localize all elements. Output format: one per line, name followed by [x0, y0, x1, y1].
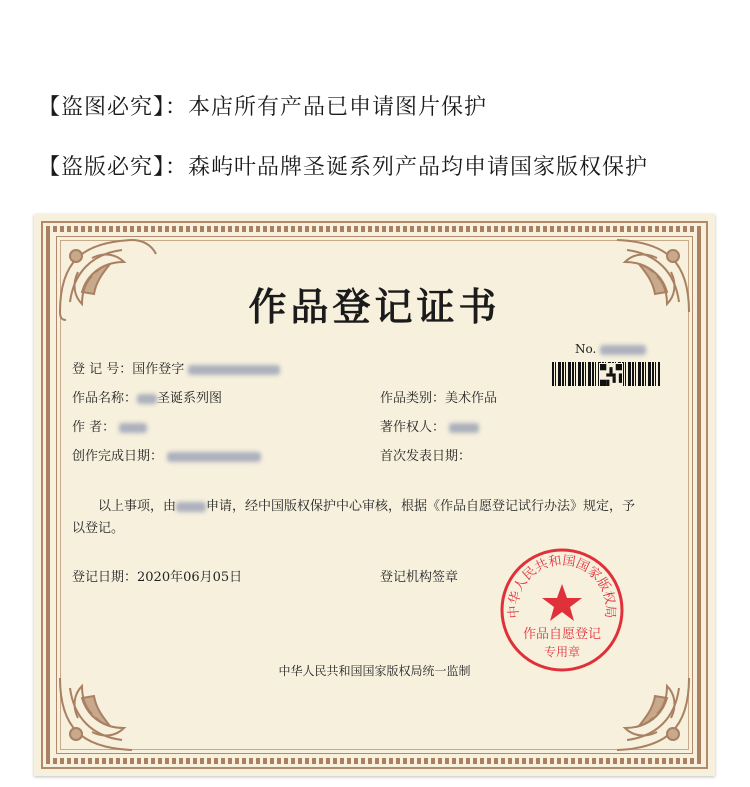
official-seal — [496, 544, 628, 676]
statement-part-2: 申请，经中国版权保护中心审核，根据《作品自愿登记试行办法》规定，予以登记。 — [72, 499, 636, 536]
copyright-holder-row — [380, 416, 479, 435]
certificate — [34, 214, 715, 776]
seal-ring-text: 中华人民共和国国家版权局 — [506, 553, 618, 619]
work-name-value: 圣诞系列图 — [157, 391, 223, 406]
creation-date-redacted — [167, 452, 261, 462]
work-name-label: 作品名称： — [72, 391, 138, 406]
work-name-row — [72, 387, 222, 406]
certificate-footer: 中华人民共和国国家版权局统一监制 — [278, 664, 471, 678]
work-type-label: 作品类别： — [380, 391, 446, 406]
issuing-authority-label: 登记机构签章 — [380, 570, 459, 585]
registration-number-redacted — [188, 365, 280, 375]
qr-code-icon — [599, 363, 623, 387]
registration-date-value: 2020年06月05日 — [137, 570, 243, 585]
first-publish-row — [380, 445, 471, 464]
serial-number — [575, 342, 646, 356]
copyright-holder-redacted — [449, 423, 479, 433]
author-row — [72, 416, 147, 435]
applicant-redacted — [176, 502, 206, 512]
work-name-redacted — [137, 394, 157, 404]
registration-date-label: 登记日期： — [72, 570, 138, 585]
work-type-row — [380, 387, 497, 406]
registration-number-value: 国作登字 — [132, 362, 185, 377]
author-redacted — [119, 423, 147, 433]
author-label: 作 者： — [72, 420, 116, 435]
seal-center-line-1: 作品自愿登记 — [522, 627, 602, 642]
registration-number-label: 登 记 号： — [72, 362, 133, 377]
corner-ornament-bottom-right — [587, 668, 697, 758]
creation-date-label: 创作完成日期： — [72, 449, 164, 464]
registration-statement — [72, 496, 642, 540]
serial-number-label: No. — [575, 342, 597, 356]
certificate-title: 作品登记证书 — [248, 284, 501, 329]
creation-date-row — [72, 445, 261, 464]
registration-number-row — [72, 358, 280, 377]
registration-date-row — [72, 566, 242, 585]
seal-star-icon — [542, 584, 582, 621]
first-publish-label: 首次发表日期： — [380, 449, 472, 464]
notice-image-protection: 【盗图必究】：本店所有产品已申请图片保护 — [38, 95, 488, 120]
issuing-authority-row — [380, 566, 458, 585]
serial-number-redacted — [600, 345, 646, 355]
work-type-value: 美术作品 — [445, 391, 498, 406]
notice-copyright-protection: 【盗版必究】：森屿叶品牌圣诞系列产品均申请国家版权保护 — [38, 155, 649, 180]
corner-ornament-bottom-left — [52, 668, 162, 758]
copyright-holder-label: 著作权人： — [380, 420, 446, 435]
statement-part-1: 以上事项，由 — [98, 499, 177, 514]
seal-center-line-2: 专用章 — [543, 645, 581, 659]
